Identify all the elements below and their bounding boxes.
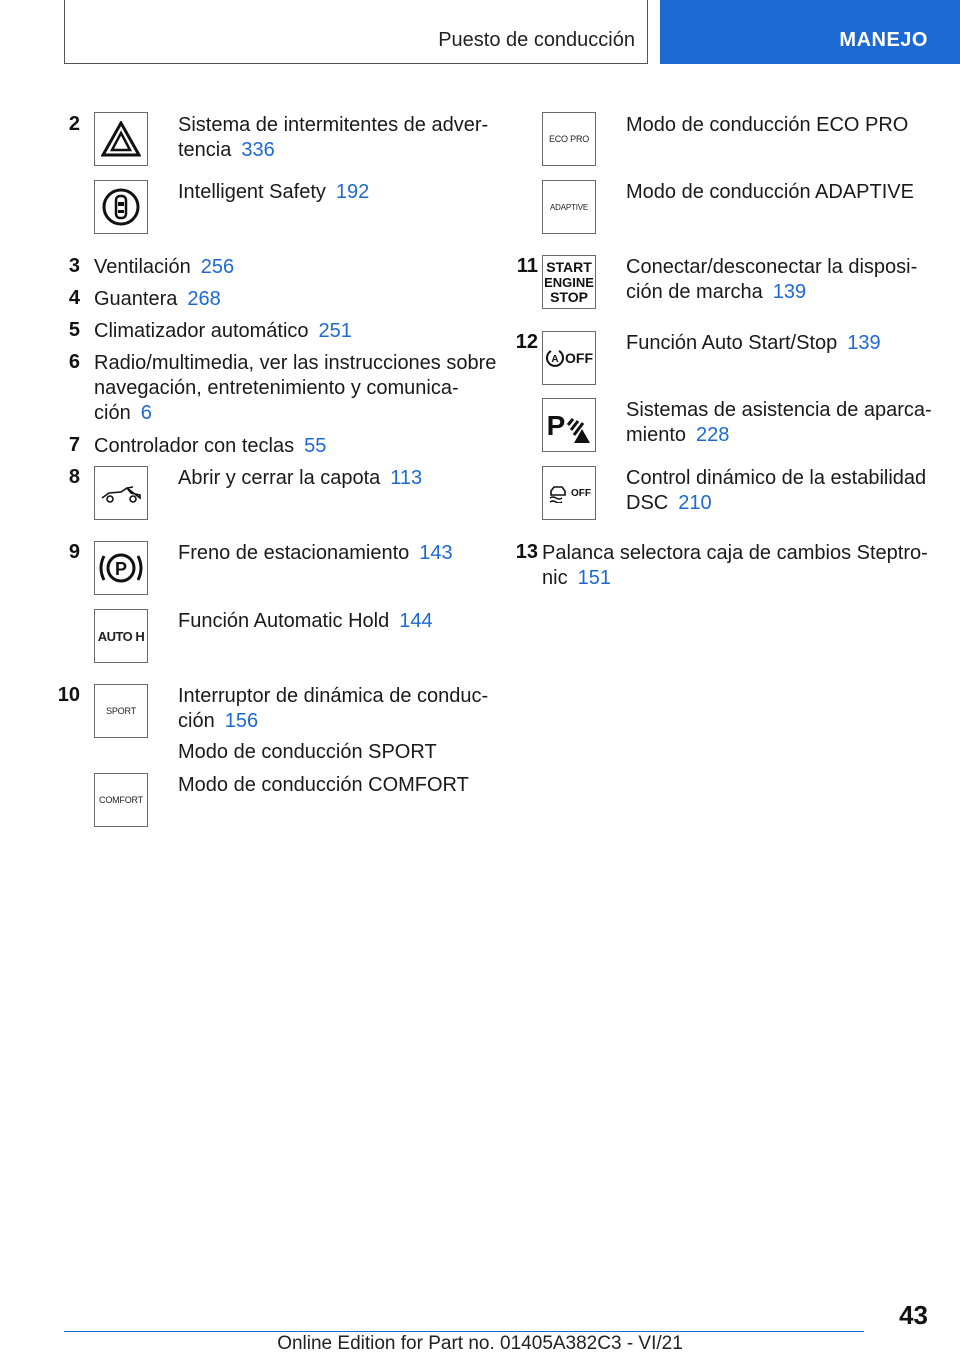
item-text: Intelligent Safety 192 xyxy=(178,181,370,203)
item-text: Función Automatic Hold 144 xyxy=(178,610,433,632)
item-text: Abrir y cerrar la capota 113 xyxy=(178,467,423,489)
item-text: Climatizador automático 251 xyxy=(94,320,352,342)
hazard-warning-icon xyxy=(94,112,148,166)
page-link[interactable]: 143 xyxy=(419,542,453,564)
item-text: Interruptor de dinámica de conduc- ción 156 xyxy=(178,685,489,732)
item-number: 12 xyxy=(515,331,538,353)
page-link[interactable]: 113 xyxy=(390,467,423,489)
sport-icon: SPORT xyxy=(94,684,148,738)
page-link[interactable]: 6 xyxy=(140,402,152,424)
page-link[interactable]: 55 xyxy=(304,435,327,457)
item-text: Modo de conducción COMFORT xyxy=(178,774,469,796)
item-text: Conectar/desconectar la disposi- ción de marcha 139 xyxy=(626,256,918,303)
header-section-box xyxy=(660,0,960,64)
page-link[interactable]: 228 xyxy=(696,424,730,446)
item-text: Control dinámico de la estabilidad DSC 210 xyxy=(626,467,927,514)
page-link[interactable]: 256 xyxy=(200,256,235,278)
parking-letter: P xyxy=(546,410,566,441)
start-stop-engine-icon: START ENGINE STOP xyxy=(542,255,596,309)
section-title: MANEJO xyxy=(839,29,928,51)
item-text: Función Auto Start/Stop 139 xyxy=(626,332,881,354)
item-text: Freno de estacionamiento 143 xyxy=(178,542,453,564)
page-link[interactable]: 144 xyxy=(399,610,433,632)
page-link[interactable]: 251 xyxy=(318,320,352,342)
page-number: 43 xyxy=(899,1300,928,1330)
page-link[interactable]: 210 xyxy=(678,492,712,514)
item-text: Sistema de intermitentes de adver- tencia 336 xyxy=(178,114,489,161)
item-number: 2 xyxy=(68,113,80,135)
eco-pro-icon: ECO PRO xyxy=(542,112,596,166)
item-number: 13 xyxy=(515,541,538,563)
item-number: 11 xyxy=(516,255,538,277)
item-number: 5 xyxy=(68,319,80,341)
page-link[interactable]: 139 xyxy=(847,332,881,354)
edition-footer: Online Edition for Part no. 01405A382C3 - VI/21 xyxy=(277,1333,683,1354)
comfort-icon: COMFORT xyxy=(94,773,148,827)
auto-start-stop-off-icon: A OFF xyxy=(542,331,596,385)
item-text: Controlador con teclas 55 xyxy=(94,435,327,457)
item-number: 3 xyxy=(68,255,80,277)
item-text: Palanca selectora caja de cambios Steptro- nic 151 xyxy=(542,542,928,589)
page-link[interactable]: 156 xyxy=(224,710,259,732)
item-text: Radio/multimedia, ver las instrucciones sobre navegación, entretenimiento y comunica- ción 6 xyxy=(94,352,497,424)
page-link[interactable]: 268 xyxy=(187,288,221,310)
item-number: 10 xyxy=(57,684,80,706)
convertible-roof-icon xyxy=(94,466,148,520)
item-text: Guantera 268 xyxy=(94,288,221,310)
page-link[interactable]: 336 xyxy=(241,139,275,161)
dsc-off-icon: OFF xyxy=(542,466,596,520)
header-chapter-box xyxy=(64,0,648,64)
footer-divider xyxy=(64,1331,864,1332)
item-number: 9 xyxy=(68,541,80,563)
parking-brake-icon xyxy=(94,541,148,595)
item-text: Modo de conducción SPORT xyxy=(178,741,437,763)
item-text: Sistemas de asistencia de aparca- miento 228 xyxy=(626,399,932,446)
adaptive-icon: ADAPTIVE xyxy=(542,180,596,234)
svg-text:A: A xyxy=(551,354,559,365)
item-text: Modo de conducción ADAPTIVE xyxy=(626,181,914,203)
intelligent-safety-icon xyxy=(94,180,148,234)
svg-text:P: P xyxy=(114,559,128,579)
page-link[interactable]: 192 xyxy=(335,181,370,203)
item-number: 6 xyxy=(68,351,80,373)
page-link[interactable]: 151 xyxy=(577,567,611,589)
item-number: 8 xyxy=(68,466,80,488)
item-number: 4 xyxy=(68,287,80,309)
chapter-title: Puesto de conducción xyxy=(438,29,635,51)
item-number: 7 xyxy=(68,434,80,456)
parking-assist-icon xyxy=(542,398,596,452)
auto-hold-icon: AUTO H xyxy=(94,609,148,663)
page-link[interactable]: 139 xyxy=(772,281,807,303)
item-text: Modo de conducción ECO PRO xyxy=(626,114,909,136)
item-text: Ventilación 256 xyxy=(94,256,235,278)
